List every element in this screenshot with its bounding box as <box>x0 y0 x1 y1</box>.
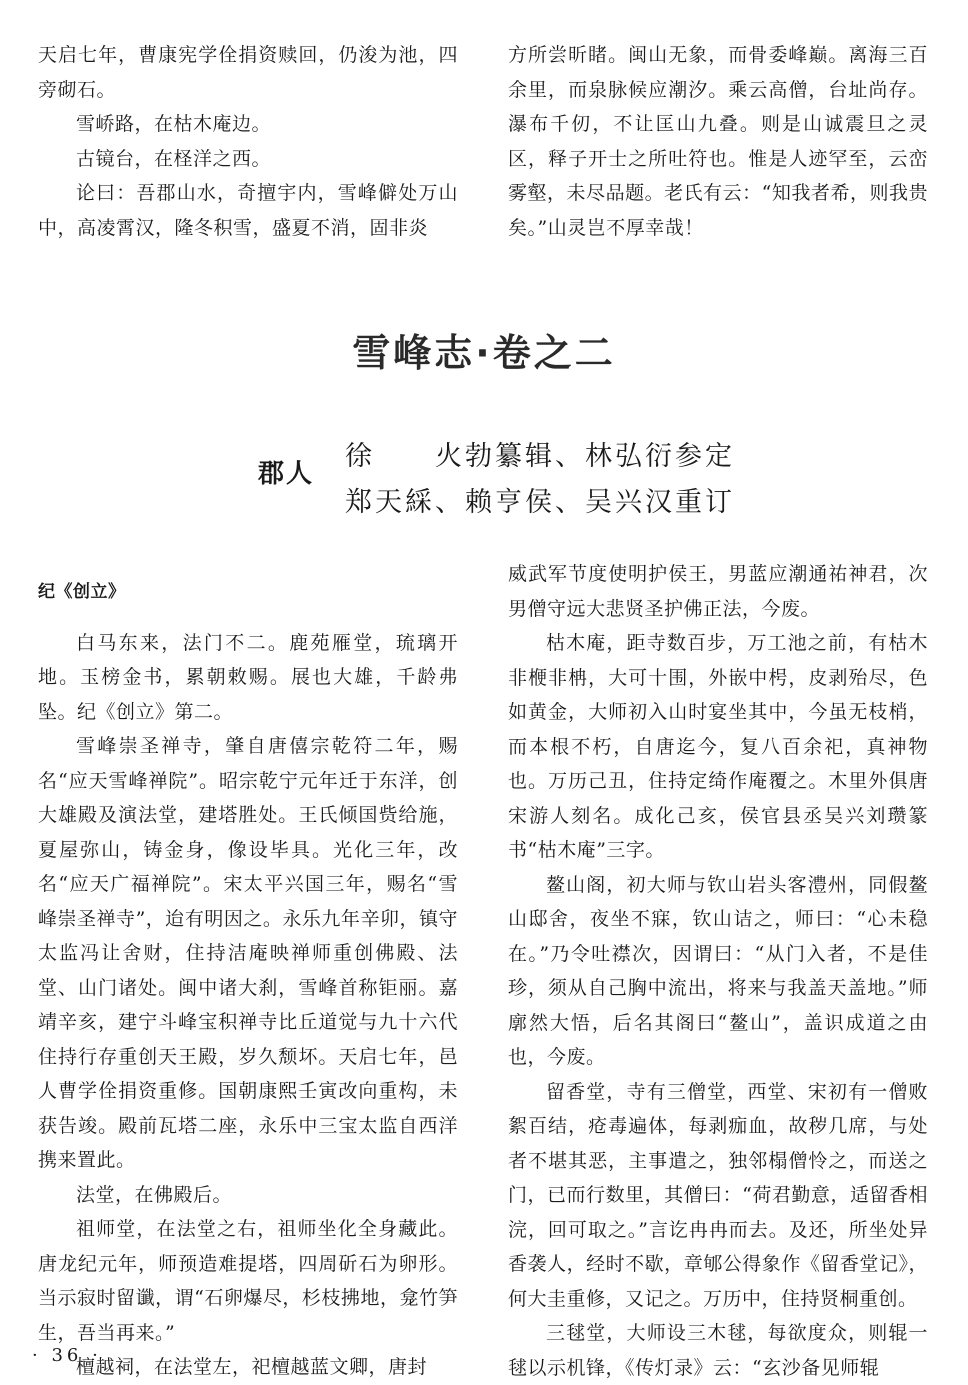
top-right-column <box>508 38 928 245</box>
paragraph: 白马东来，法门不二。鹿苑雁堂，琉璃开地。玉榜金书，累朝敕赐。展也大雄，千龄弗坠。纪《创立》第二。 <box>38 631 458 723</box>
credit-label: 郡人 <box>258 459 315 489</box>
paragraph: 檀越祠，在法堂左，祀檀越蓝文卿，唐封 <box>76 1356 428 1378</box>
chapter-title: 雪峰志·卷之二 <box>352 331 616 375</box>
credit-line: 郑天綵、赖亨侯、吴兴汉重订 <box>345 487 735 518</box>
paragraph: 法堂，在佛殿后。 <box>76 1183 233 1206</box>
section-heading: 纪《创立》 <box>38 582 126 602</box>
page-number: · 36 · <box>32 1345 102 1366</box>
paragraph: 古镜台，在柽洋之西。 <box>76 147 272 170</box>
paragraph: 论曰：吾郡山水，奇擅宇内，雪峰僻处万山中，高凌霄汉，隆冬积雪，盛夏不消，固非炎 <box>38 182 458 239</box>
paragraph: 威武军节度使明护侯王，男蓝应潮通祐神君，次男僧守远大悲贤圣护佛正法，今废。 <box>508 563 928 620</box>
paragraph: 三毬堂，大师设三木毬，每欲度众，则辊一毬以示机锋，《传灯录》云：“玄沙备见师辊 <box>508 1322 928 1379</box>
credit-line: 徐 火勃纂辑、林弘衍参定 <box>345 441 735 472</box>
paragraph: 方所尝昕睹。闽山无象，而骨委峰巅。离海三百余里，而泉脉候应潮汐。乘云高僧，台址尚存。瀑布千仞，不让匡山九叠。则是山诚震旦之灵区，释子开士之所吐符也。惟是人迹罕至，云峦雾壑，未尽品题。老氏有云：“知我者希，则我贵矣。”山灵岂不厚幸哉！ <box>508 44 928 239</box>
paragraph: 留香堂，寺有三僧堂，西堂、宋初有一僧败絮百结，疮毒遍体，每剥痂血，故秽几席，与处者不堪其恶，主事遣之，独邻榻僧怜之，而送之门，已而行数里，其僧曰：“荷君勤意，适留香相浣，回可取之。”言讫冉冉而去。及还，所坐处异香袭人，经时不歇，章郇公得象作《留香堂记》，何大圭重修，又记之。万历中，住持贤桐重创。 <box>508 1080 928 1310</box>
main-left-column <box>38 575 458 1385</box>
paragraph: 雪峤路，在枯木庵边。 <box>76 113 272 135</box>
main-right-column <box>508 557 928 1385</box>
paragraph: 枯木庵，距寺数百步，万工池之前，有枯木非楩非柟，大可十围，外嵌中枵，皮剥殆尽，色如黄金，大师初入山时宴坐其中，今虽无枝梢，而本根不朽，自唐迄今，复八百余祀，真神物也。万历己丑，住持定绮作庵覆之。木里外俱唐宋游人刻名。成化己亥，侯官县丞吴兴刘瓒篆书“枯木庵”三字。 <box>508 632 928 861</box>
paragraph: 天启七年，曹康宪学佺捐资赎回，仍浚为池，四旁砌石。 <box>38 44 458 101</box>
paragraph: 雪峰崇圣禅寺，肇自唐僖宗乾符二年，赐名“应天雪峰禅院”。昭宗乾宁元年迁于东洋，创大雄殿及演法堂，建塔胜处。王氏倾国赀给施，夏屋弥山，铸金身，像设毕具。光化三年，改名“应天广福禅院”。宋太平兴国三年，赐名“雪峰崇圣禅寺”，迨有明因之。永乐九年辛卯，镇守太监冯让舍财，住持洁庵映禅师重创佛殿、法堂、山门诸处。闽中诸大刹，雪峰首称钜丽。嘉靖辛亥，建宁斗峰宝积禅寺比丘道觉与九十六代住持行存重创天王殿，岁久颓坏。天启七年，邑人曹学佺捐资重修。国朝康熙壬寅改向重构，未获告竣。殿前瓦塔二座，永乐中三宝太监自西洋携来置此。 <box>38 735 458 1171</box>
top-left-column <box>38 38 458 245</box>
paragraph: 鳌山阁，初大师与钦山岩头客澧州，同假鳌山邸舍，夜坐不寐，钦山诘之，师曰：“心未稳在。”乃令吐襟次，因谓曰：“从门入者，不是佳珍，须从自己胸中流出，将来与我盖天盖地。”师廓然大悟，后名其阁曰“鳌山”，盖识成道之由也，今废。 <box>508 873 928 1068</box>
paragraph: 祖师堂，在法堂之右，祖师坐化全身藏此。唐龙纪元年，师预造难提塔，四周斫石为卵形。当示寂时留谶，谓“石卵爆尽，杉枝拂地，龛竹笋生，吾当再来。” <box>38 1218 458 1344</box>
